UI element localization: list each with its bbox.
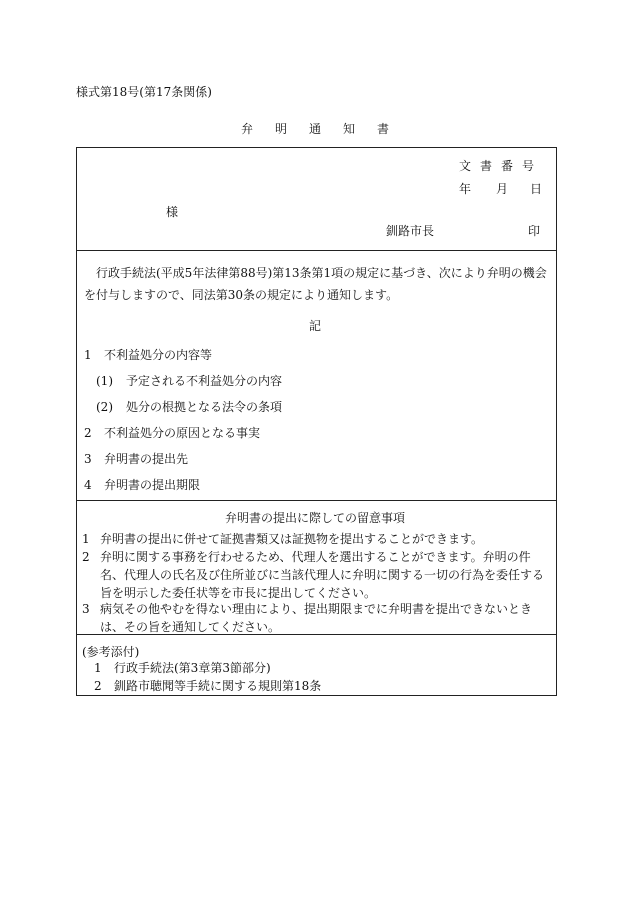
reference-text: 行政手続法(第3章第3節部分) xyxy=(114,661,271,675)
item-number: (1) xyxy=(96,374,113,388)
reference-item xyxy=(94,680,321,692)
list-item xyxy=(96,372,282,389)
date-year: 年 xyxy=(459,182,472,196)
form-number: 様式第18号(第17条関係) xyxy=(76,85,212,99)
note-text: 弁明書の提出に併せて証拠書類又は証拠物を提出することができます。 xyxy=(100,532,484,546)
ki-heading: 記 xyxy=(308,319,321,333)
note-text: 病気その他やむを得ない理由により、提出期限までに弁明書を提出できないときは、その旨を通知してください。 xyxy=(100,602,533,634)
document-title: 弁明通知書 xyxy=(240,122,411,136)
list-item xyxy=(84,424,260,441)
list-item xyxy=(84,476,200,493)
note-text: 弁明に関する事務を行わせるため、代理人を選出することができます。弁明の件名、代理人の氏名及び住所並びに当該代理人に弁明に関する一切の行為を委任する旨を明示した委任状等を市長に提出してください。 xyxy=(100,550,545,600)
list-item xyxy=(84,346,212,363)
item-number: 2 xyxy=(84,426,92,440)
date-month: 月 xyxy=(496,182,509,196)
reference-item xyxy=(94,662,271,674)
notes-divider xyxy=(76,500,557,501)
note-number: 2 xyxy=(82,550,90,564)
list-item xyxy=(96,398,282,415)
note-number: 1 xyxy=(82,532,90,546)
note-item xyxy=(82,600,552,636)
body-paragraph: 行政手続法(平成5年法律第88号)第13条第1項の規定に基づき、次により弁明の機会を付与しますので、同法第30条の規定により通知します。 xyxy=(84,266,547,302)
item-number: 4 xyxy=(84,478,92,492)
item-text: 弁明書の提出期限 xyxy=(104,478,201,492)
header-divider xyxy=(76,250,557,251)
date-day: 日 xyxy=(530,182,543,196)
notes-title: 弁明書の提出に際しての留意事項 xyxy=(224,511,405,525)
item-number: (2) xyxy=(96,400,113,414)
references-label: (参考添付) xyxy=(82,645,140,659)
addressee-suffix: 様 xyxy=(166,205,179,219)
reference-number: 2 xyxy=(94,679,102,693)
note-item xyxy=(82,530,552,548)
item-text: 処分の根拠となる法令の条項 xyxy=(126,400,283,414)
reference-number: 1 xyxy=(94,661,102,675)
reference-text: 釧路市聴聞等手続に関する規則第18条 xyxy=(114,679,322,693)
note-item xyxy=(82,548,552,602)
list-item xyxy=(84,450,188,467)
note-number: 3 xyxy=(82,602,90,616)
issuer: 釧路市長 xyxy=(386,224,435,238)
item-text: 弁明書の提出先 xyxy=(104,452,189,466)
item-number: 3 xyxy=(84,452,92,466)
item-text: 予定される不利益処分の内容 xyxy=(126,374,283,388)
seal-mark: 印 xyxy=(528,224,541,238)
item-text: 不利益処分の原因となる事実 xyxy=(104,426,261,440)
item-number: 1 xyxy=(84,348,92,362)
doc-number-label: 文書番号 xyxy=(459,159,544,173)
item-text: 不利益処分の内容等 xyxy=(104,348,213,362)
